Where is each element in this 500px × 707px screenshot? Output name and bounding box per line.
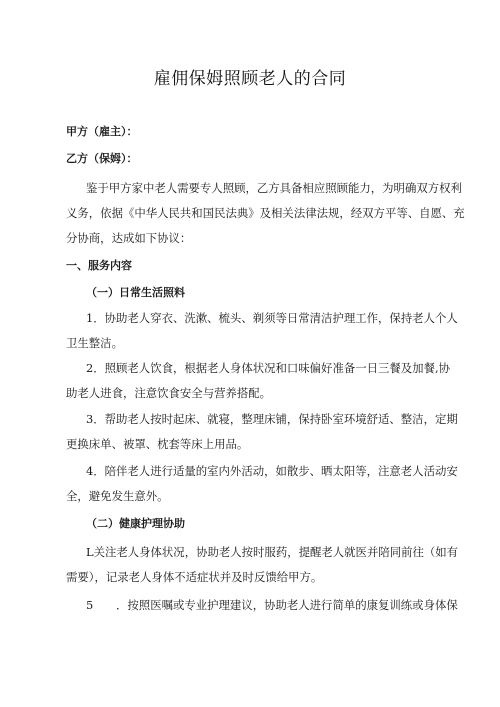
preamble-line: 鉴于甲方家中老人需要专人照顾，乙方具备相应照顾能力，为明确双方权利	[86, 181, 462, 195]
list-item-line: 全，避免发生意外。	[66, 489, 169, 503]
list-item-line: 助老人进食，注意饮食安全与营养搭配。	[66, 386, 272, 400]
list-item-line: 卫生整洁。	[66, 336, 123, 350]
list-item-line: L关注老人身体状况，协助老人按时服药，提醒老人就医并陪同前往（如有	[86, 545, 459, 559]
preamble-line: 义务，依据《中华人民共和国民法典》及相关法律法规，经双方平等、自愿、充	[66, 206, 465, 220]
page-title: 雇佣保姆照顾老人的合同	[153, 69, 347, 89]
party-a-label: 甲方（雇主）：	[66, 125, 138, 138]
section-heading: 一、服务内容	[66, 259, 132, 272]
list-item-line: 2．照顾老人饮食，根据老人身体状况和口味偏好准备一日三餐及加餐,协	[86, 361, 450, 375]
subsection-heading: （一）日常生活照料	[86, 286, 185, 299]
list-item-line: 5 ．按照医嘱或专业护理建议，协助老人进行简单的康复训练或身体保	[86, 598, 458, 612]
subsection-heading: （二）健康护理协助	[86, 517, 185, 530]
list-item-line: 更换床单、被罩、枕套等床上用品。	[66, 437, 249, 451]
list-item-line: 3．帮助老人按时起床、就寝，整理床铺，保持卧室环境舒适、整洁，定期	[86, 412, 458, 426]
party-b-label: 乙方（保姆）：	[66, 152, 138, 165]
list-item-line: 1．协助老人穿衣、洗漱、梳头、剃须等日常清洁护理工作，保持老人个人	[86, 311, 458, 325]
list-item-line: 4．陪伴老人进行适量的室内外活动，如散步、晒太阳等，注意老人活动安	[86, 464, 458, 478]
preamble-line: 分协商，达成如下协议：	[66, 231, 192, 245]
list-item-line: 需要），记录老人身体不适症状并及时反馈给甲方。	[66, 570, 323, 584]
